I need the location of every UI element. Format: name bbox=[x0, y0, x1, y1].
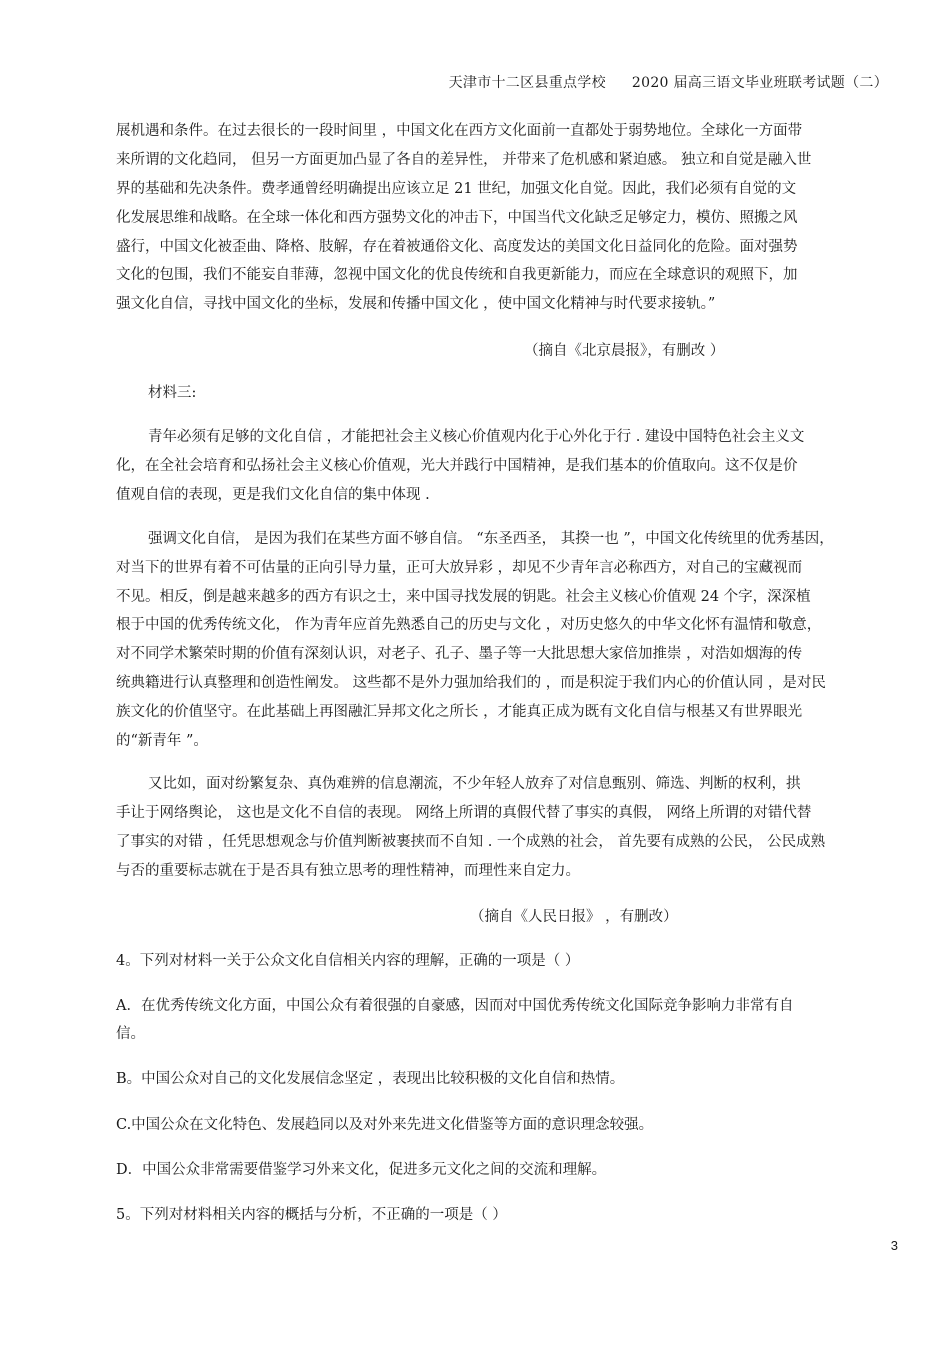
question-4-option-c: C.中国公众在文化特色、发展趋同以及对外来先进文化借鉴等方面的意识理念较强。 bbox=[116, 1117, 654, 1133]
text-line: 展机遇和条件。在过去很长的一段时间里 ，中国文化在西方文化面前一直都处于弱势地位。全球化一方面带 bbox=[116, 123, 803, 139]
text-line: 的“新青年 ”。 bbox=[116, 733, 208, 749]
question-4-option-a: A．在优秀传统文化方面，中国公众有着很强的自豪感，因而对中国优秀传统文化国际竞争影响力非常有自 bbox=[116, 998, 794, 1014]
question-5-stem: 5。下列对材料相关内容的概括与分析，不正确的一项是（ ） bbox=[116, 1207, 507, 1223]
text-line: 化，在全社会培育和弘扬社会主义核心价值观，光大并践行中国精神，是我们基本的价值取向。这不仅是价 bbox=[116, 458, 798, 474]
text-line: 了事实的对错 ，任凭思想观念与价值判断被裹挟而不自知 . 一个成熟的社会， 首先要有成熟的公民， 公民成熟 bbox=[116, 834, 826, 850]
text-line: 盛行，中国文化被歪曲、降格、肢解，存在着被通俗文化、高度发达的美国文化日益同化的危险。面对强势 bbox=[116, 239, 798, 255]
text-line: 对不同学术繁荣时期的价值有深刻认识，对老子、孔子、墨子等一大批思想大家倍加推崇 ，对浩如烟海的传 bbox=[116, 646, 803, 662]
question-4-option-a-cont: 信。 bbox=[116, 1026, 145, 1042]
section-title: 材料三: bbox=[148, 385, 197, 401]
text-line: 统典籍进行认真整理和创造性阐发。 这些都不是外力强加给我们的 ，而是积淀于我们内心的价值认同 ，是对民 bbox=[116, 675, 826, 691]
text-line: 值观自信的表现，更是我们文化自信的集中体现 . bbox=[116, 487, 430, 503]
text-line: 来所谓的文化趋同， 但另一方面更加凸显了各自的差异性， 并带来了危机感和紧迫感。 独立和自觉是融入世 bbox=[116, 152, 812, 168]
text-line: 对当下的世界有着不可估量的正向引导力量，正可大放异彩 ，却见不少青年言必称西方，对自己的宝藏视而 bbox=[116, 560, 803, 576]
question-4-option-b: B。中国公众对自己的文化发展信念坚定 ，表现出比较积极的文化自信和热情。 bbox=[116, 1071, 625, 1087]
text-line: 族文化的价值坚守。在此基础上再图融汇异邦文化之所长 ，才能真正成为既有文化自信与根基又有世界眼光 bbox=[116, 704, 803, 720]
source-citation: （摘自《人民日报》 ，有删改） bbox=[470, 909, 678, 925]
question-4-option-d: D．中国公众非常需要借鉴学习外来文化，促进多元文化之间的交流和理解。 bbox=[116, 1162, 607, 1178]
text-line: 手让于网络舆论， 这也是文化不自信的表现。 网络上所谓的真假代替了事实的真假， 网络上所谓的对错代替 bbox=[116, 805, 812, 821]
source-citation: （摘自《北京晨报》，有删改 ） bbox=[524, 343, 725, 359]
page-header bbox=[449, 72, 888, 92]
text-line: 根于中国的优秀传统文化， 作为青年应首先熟悉自己的历史与文化 ，对历史悠久的中华文化怀有温情和敬意， bbox=[116, 617, 822, 633]
text-line: 界的基础和先决条件。费孝通曾经明确提出应该立足 21 世纪，加强文化自觉。因此，我们必须有自觉的文 bbox=[116, 181, 797, 197]
text-line: 文化的包围，我们不能妄自菲薄，忽视中国文化的优良传统和自我更新能力，而应在全球意识的观照下，加 bbox=[116, 267, 798, 283]
text-line: 青年必须有足够的文化自信 ，才能把社会主义核心价值观内化于心外化于行 . 建设中国特色社会主义文 bbox=[148, 429, 805, 445]
header-exam: 2020 届高三语文毕业班联考试题（二） bbox=[631, 75, 888, 91]
text-line: 又比如，面对纷繁复杂、真伪难辨的信息潮流，不少年轻人放弃了对信息甄别、筛选、判断的权利，拱 bbox=[148, 776, 801, 792]
text-line: 与否的重要标志就在于是否具有独立思考的理性精神，而理性来自定力。 bbox=[116, 863, 580, 879]
page-number: 3 bbox=[890, 1238, 898, 1253]
text-line: 强调文化自信， 是因为我们在某些方面不够自信。 “东圣西圣， 其揆一也 ”，中国文化传统里的优秀基因， bbox=[148, 531, 834, 547]
header-school: 天津市十二区县重点学校 bbox=[448, 75, 606, 91]
text-line: 不见。相反，倒是越来越多的西方有识之士，来中国寻找发展的钥匙。社会主义核心价值观 24 个字，深深植 bbox=[116, 589, 811, 605]
text-line: 强文化自信，寻找中国文化的坐标，发展和传播中国文化 ，使中国文化精神与时代要求接轨。” bbox=[116, 296, 716, 312]
question-4-stem: 4。下列对材料一关于公众文化自信相关内容的理解，正确的一项是（ ） bbox=[116, 953, 580, 969]
text-line: 化发展思维和战略。在全球一体化和西方强势文化的冲击下，中国当代文化缺乏足够定力，模仿、照搬之风 bbox=[116, 210, 798, 226]
